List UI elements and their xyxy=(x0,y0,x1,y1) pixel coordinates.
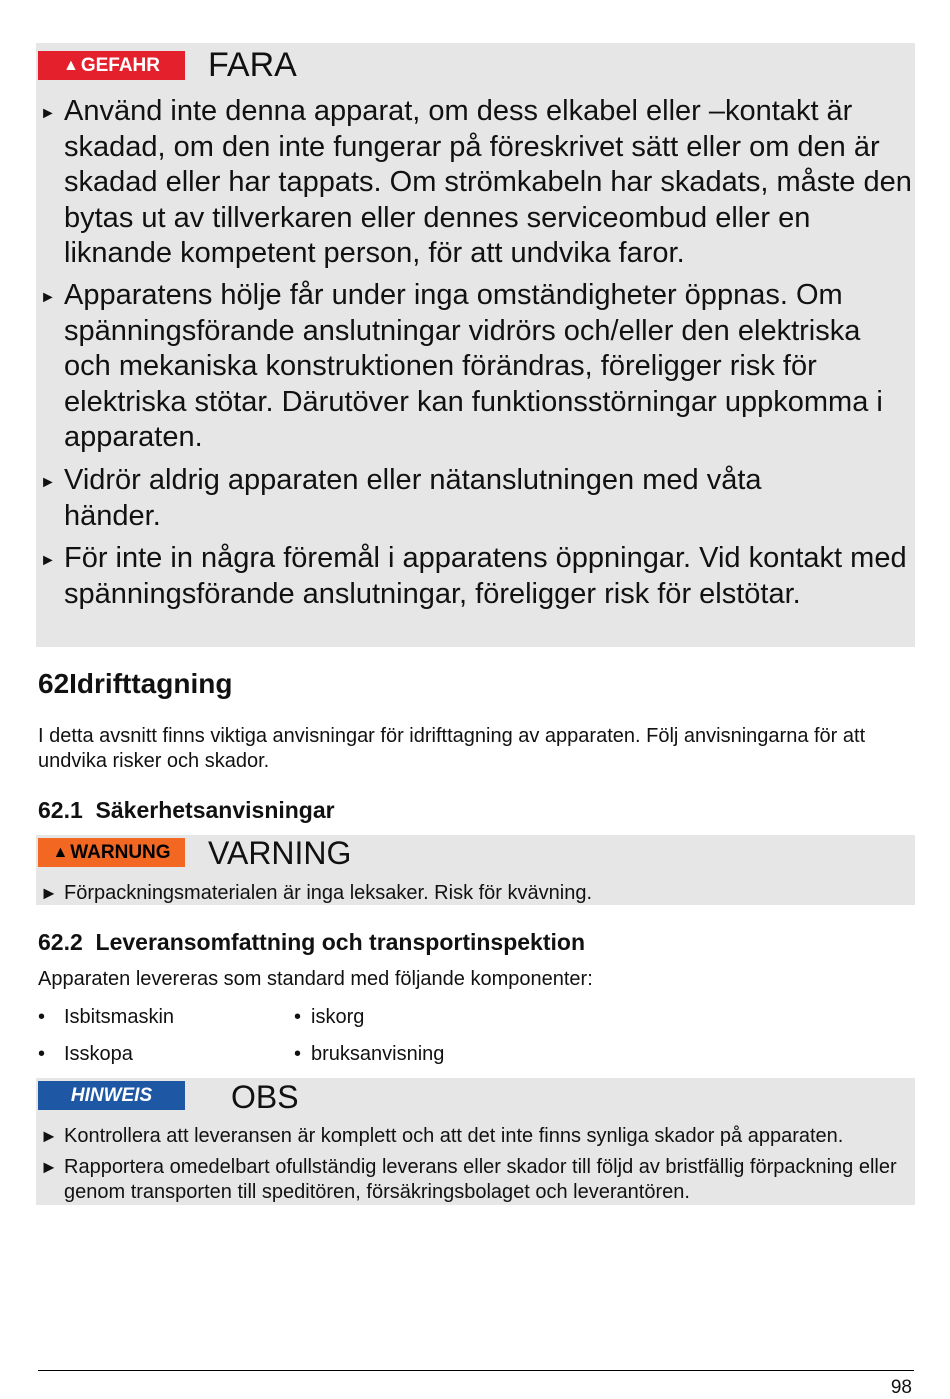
danger-item xyxy=(36,463,915,534)
bullet-arrow-icon: ► xyxy=(40,883,58,903)
footer-rule xyxy=(38,1370,914,1371)
danger-box xyxy=(36,43,915,647)
component-label: iskorg xyxy=(311,1006,365,1028)
notice-badge-label: HINWEIS xyxy=(70,1084,153,1106)
warning-triangle-icon: ▲ xyxy=(52,843,69,861)
page-number: 98 xyxy=(890,1377,912,1398)
danger-item xyxy=(36,94,915,272)
danger-signal-word: FARA xyxy=(208,46,297,84)
warning-badge xyxy=(38,838,185,867)
component-label: Isskopa xyxy=(64,1043,133,1065)
danger-item xyxy=(36,541,915,612)
warning-box xyxy=(36,835,915,905)
delivery-intro: Apparaten levereras som standard med följande komponenter: xyxy=(38,968,593,990)
bullet-arrow-icon: ► xyxy=(40,1157,58,1177)
danger-item-text: Apparatens hölje får under inga omständigheter öppnas. Om spänningsförande anslutningar vidrörs och/eller den elektriska och mekaniska konstruktionen förändras, föreligger risk för elektriska stötar. Därutöver kan funktionsstörningar uppkomma i apparaten. xyxy=(64,279,883,453)
component-label: bruksanvisning xyxy=(311,1043,445,1065)
notice-signal-word: OBS xyxy=(231,1079,299,1115)
danger-item xyxy=(36,278,915,456)
notice-item-text: Kontrollera att leveransen är komplett och att det inte finns synliga skador på apparaten. xyxy=(64,1125,844,1147)
component-list-item xyxy=(294,1006,364,1029)
danger-badge-label: GEFAHR xyxy=(80,54,161,76)
bullet-dot-icon: • xyxy=(294,1006,302,1028)
danger-item-text: För inte in några föremål i apparatens öppningar. Vid kontakt med spänningsförande anslutningar, föreligger risk för elstötar. xyxy=(64,542,907,610)
bullet-arrow-icon: ► xyxy=(40,474,56,491)
component-list-item xyxy=(38,1006,174,1029)
danger-item-text: Använd inte denna apparat, om dess elkabel eller –kontakt är skadad, om den inte fungerar på föreskrivet sätt eller om den är skadad eller har tappats. Om strömkabeln har skadats, måste den bytas ut av tillverkaren eller dennes serviceombud eller en liknande kompetent person, för att undvika faror. xyxy=(64,95,912,269)
warning-badge-label: WARNUNG xyxy=(70,841,171,863)
safety-heading: 62.1 Säkerhetsanvisningar xyxy=(38,797,335,823)
notice-item xyxy=(36,1155,915,1205)
bullet-arrow-icon: ► xyxy=(40,289,56,306)
bullet-dot-icon: • xyxy=(294,1043,302,1065)
bullet-dot-icon: • xyxy=(38,1043,46,1065)
delivery-heading: 62.2 Leveransomfattning och transportinspektion xyxy=(38,929,585,955)
danger-item-text: Vidrör aldrig apparaten eller nätanslutningen med våta händer. xyxy=(64,464,762,532)
bullet-dot-icon: • xyxy=(38,1006,46,1028)
component-list-item xyxy=(38,1043,133,1066)
component-label: Isbitsmaskin xyxy=(64,1006,175,1028)
bullet-arrow-icon: ► xyxy=(40,552,56,569)
notice-item xyxy=(36,1124,915,1149)
danger-badge xyxy=(38,51,185,80)
component-list-item xyxy=(294,1043,444,1066)
bullet-arrow-icon: ► xyxy=(40,1126,58,1146)
warning-triangle-icon: ▲ xyxy=(62,56,79,74)
notice-box xyxy=(36,1078,915,1205)
notice-badge xyxy=(38,1081,185,1110)
bullet-arrow-icon: ► xyxy=(40,105,56,122)
warning-item-text: Förpackningsmaterialen är inga leksaker. Risk för kvävning. xyxy=(64,882,593,904)
warning-signal-word: VARNING xyxy=(208,835,352,871)
notice-item-text: Rapportera omedelbart ofullständig leverans eller skador till följd av bristfällig förpackning eller genom transporten till speditören, försäkringsbolaget och leverantören. xyxy=(64,1156,897,1203)
warning-item xyxy=(36,881,915,906)
section-heading: 62Idrifttagning xyxy=(38,668,233,699)
section-intro: I detta avsnitt finns viktiga anvisningar för idrifttagning av apparaten. Följ anvisningarna för att undvika risker och skador. xyxy=(38,725,866,772)
